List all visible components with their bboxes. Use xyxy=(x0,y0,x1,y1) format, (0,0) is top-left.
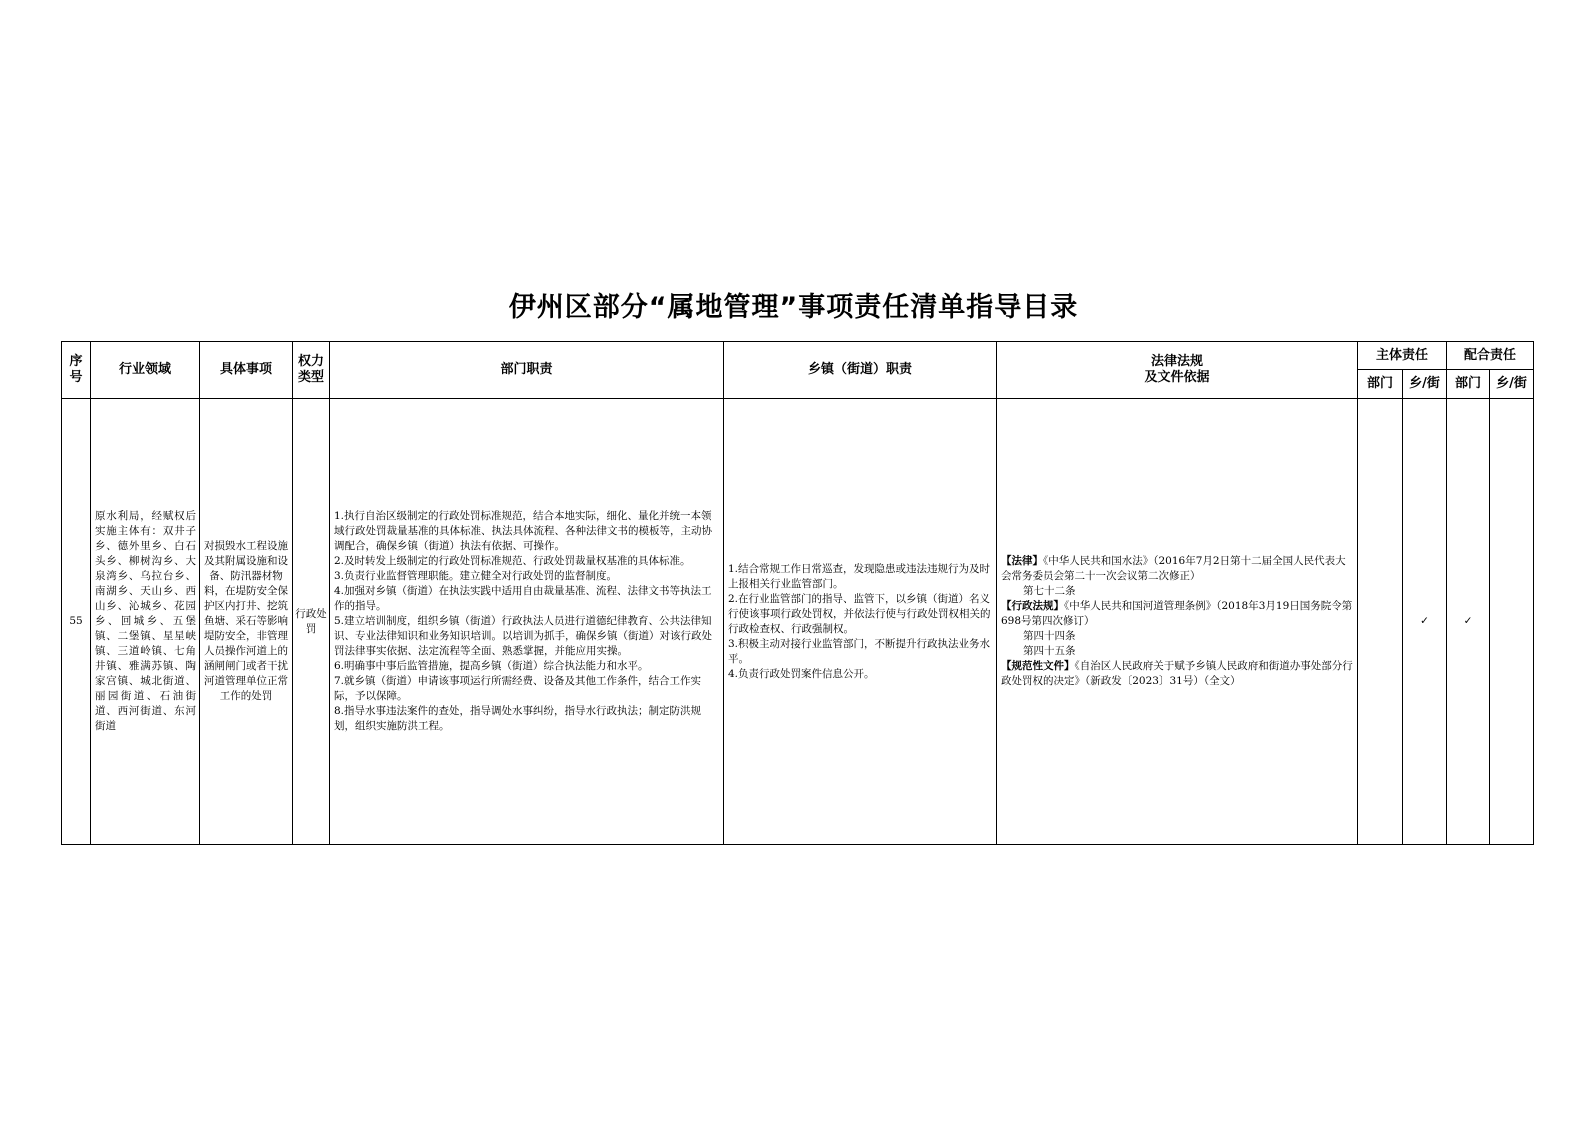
cell-seq: 55 xyxy=(62,399,91,845)
law-article: 第四十四条 xyxy=(1023,630,1076,642)
header-seq: 序号 xyxy=(62,342,91,399)
header-coop-town: 乡/街 xyxy=(1490,370,1534,399)
table-row xyxy=(62,399,1534,845)
law-text: 《中华人民共和国水法》（2016年7月2日第十二届全国人民代表大会常务委员会第二十一次会议第二次修正） xyxy=(1001,555,1346,582)
dept-duty-item: 1.执行自治区级制定的行政处罚标准规范，结合本地实际，细化、量化并统一本领域行政处罚裁量基准的具体标准、执法具体流程、各种法律文书的模板等，主动协调配合，确保乡镇（街道）执法有依据、可操作。 xyxy=(334,510,712,552)
cell-law-basis xyxy=(997,399,1358,845)
dept-duty-item: 8.指导水事违法案件的查处，指导调处水事纠纷，指导水行政执法；制定防洪规划，组织实施防洪工程。 xyxy=(334,705,702,732)
cell-town-duty xyxy=(724,399,997,845)
dept-duty-item: 4.加强对乡镇（街道）在执法实践中适用自由裁量基准、流程、法律文书等执法工作的指导。 xyxy=(334,585,712,612)
law-text: 《中华人民共和国河道管理条例》（2018年3月19日国务院令第698号第四次修订） xyxy=(1001,600,1353,627)
dept-duty-item: 7.就乡镇（街道）申请该事项运行所需经费、设备及其他工作条件，结合工作实际，予以保障。 xyxy=(334,675,702,702)
header-main-dept: 部门 xyxy=(1358,370,1403,399)
cell-main-town-check: ✓ xyxy=(1403,399,1447,845)
law-entry-2 xyxy=(1001,599,1353,629)
law-tag: 【规范性文件】 xyxy=(1001,660,1075,672)
header-main-resp: 主体责任 xyxy=(1358,342,1447,370)
cell-main-dept xyxy=(1358,399,1403,845)
law-article: 第七十二条 xyxy=(1023,585,1076,597)
header-power-type: 权力类型 xyxy=(293,342,330,399)
law-tag: 【法律】 xyxy=(1001,555,1043,567)
page-title: 伊州区部分“属地管理”事项责任清单指导目录 xyxy=(508,292,1079,323)
town-duty-item: 2.在行业监管部门的指导、监管下，以乡镇（街道）名义行使该事项行政处罚权，并依法行使与行政处罚权相关的行政检查权、行政强制权。 xyxy=(728,592,991,635)
town-duty-item: 3.积极主动对接行业监管部门，不断提升行政执法业务水平。 xyxy=(728,637,991,665)
responsibility-table xyxy=(61,341,1534,845)
header-coop-dept: 部门 xyxy=(1447,370,1490,399)
cell-coop-town xyxy=(1490,399,1534,845)
dept-duty-item: 3.负责行业监督管理职能。建立健全对行政处罚的监督制度。 xyxy=(334,570,618,582)
header-town-duty: 乡镇（街道）职责 xyxy=(724,342,997,399)
header-item: 具体事项 xyxy=(200,342,293,399)
header-industry: 行业领域 xyxy=(91,342,200,399)
law-entry-1 xyxy=(1001,554,1353,584)
header-law-basis xyxy=(997,342,1358,399)
cell-industry: 原水利局，经赋权后实施主体有：双井子乡、德外里乡、白石头乡、柳树沟乡、大泉湾乡、乌拉台乡、南湖乡、天山乡、西山乡、沁城乡、花园乡、回城乡、五堡镇、二堡镇、星星峡镇、三道岭镇、七角井镇、雅满苏镇、陶家宫镇、城北街道、丽园街道、石油街道、西河街道、东河街道 xyxy=(91,399,200,845)
cell-coop-dept-check: ✓ xyxy=(1447,399,1490,845)
dept-duty-item: 5.建立培训制度，组织乡镇（街道）行政执法人员进行道德纪律教育、公共法律知识、专业法律知识和业务知识培训。以培训为抓手，确保乡镇（街道）对该行政处罚法律事实依据、法定流程等全面、熟悉掌握，并能应用实操。 xyxy=(334,615,712,657)
law-tag: 【行政法规】 xyxy=(1001,600,1064,612)
header-law-basis-line1: 法律法规 xyxy=(1150,354,1203,369)
header-law-basis-line2: 及文件依据 xyxy=(1144,370,1210,385)
header-main-town: 乡/街 xyxy=(1403,370,1447,399)
town-duty-item: 4.负责行政处罚案件信息公开。 xyxy=(728,667,875,680)
header-coop-resp: 配合责任 xyxy=(1447,342,1534,370)
header-dept-duty: 部门职责 xyxy=(330,342,724,399)
dept-duty-item: 6.明确事中事后监管措施，提高乡镇（街道）综合执法能力和水平。 xyxy=(334,660,649,672)
law-article: 第四十五条 xyxy=(1023,645,1076,657)
town-duty-item: 1.结合常规工作日常巡查，发现隐患或违法违规行为及时上报相关行业监管部门。 xyxy=(728,562,991,590)
cell-item: 对损毁水工程设施及其附属设施和设备、防汛器材物料，在堤防安全保护区内打井、挖筑鱼塘、采石等影响堤防安全，非管理人员操作河道上的涵闸闸门或者干扰河道管理单位正常工作的处罚 xyxy=(200,399,293,845)
law-entry-3 xyxy=(1001,659,1353,689)
cell-power-type: 行政处罚 xyxy=(293,399,330,845)
law-text: 《自治区人民政府关于赋予乡镇人民政府和街道办事处部分行政处罚权的决定》（新政发〔2023〕31号）（全文） xyxy=(1001,660,1353,687)
cell-dept-duty xyxy=(330,399,724,845)
dept-duty-item: 2.及时转发上级制定的行政处罚标准规范、行政处罚裁量权基准的具体标准。 xyxy=(334,555,691,567)
